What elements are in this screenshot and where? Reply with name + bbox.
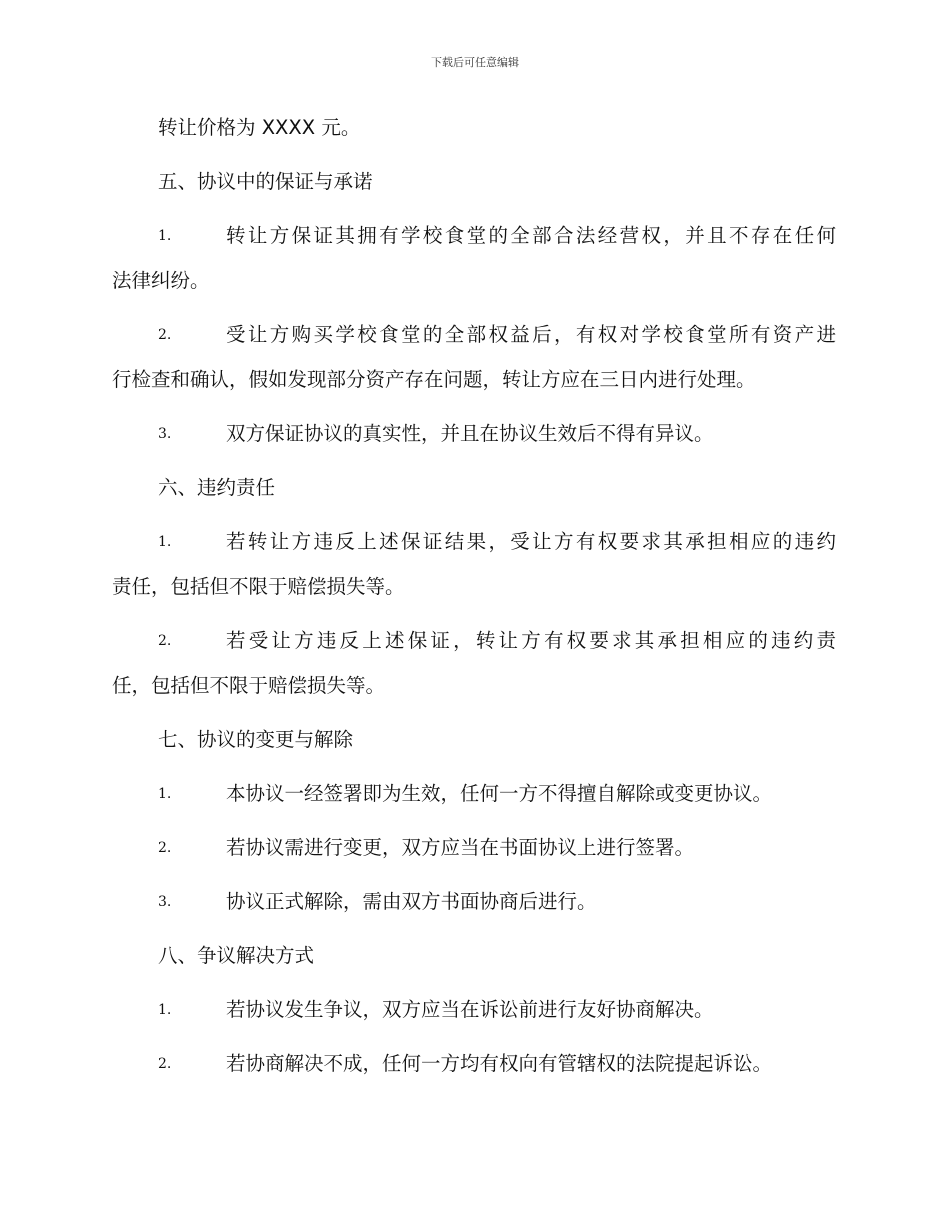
section-heading-text: 七、协议的变更与解除 <box>158 728 354 751</box>
paragraph <box>112 112 836 144</box>
section-heading-text: 八、争议解决方式 <box>158 944 315 967</box>
list-item-continuation: 任，包括但不限于赔偿损失等。 <box>112 674 386 697</box>
document-body <box>112 112 836 1102</box>
list-number: 1. <box>158 786 172 802</box>
section-heading <box>112 472 836 504</box>
section-heading <box>112 940 836 972</box>
list-number: 1. <box>158 1002 172 1018</box>
list-item <box>112 1048 836 1080</box>
list-item-text: 若受让方违反上述保证，转让方有权要求其承担相应的违约责 <box>226 629 836 652</box>
list-number: 1. <box>158 534 172 550</box>
paragraph-text: 转让价格为 XXXX 元。 <box>158 116 361 139</box>
list-item <box>112 778 836 810</box>
list-number: 1. <box>158 228 172 244</box>
list-item <box>112 526 836 603</box>
list-item <box>112 418 836 450</box>
list-item <box>112 220 836 297</box>
section-heading <box>112 724 836 756</box>
page-header: 下载后可任意编辑 <box>431 56 519 69</box>
section-heading-text: 五、协议中的保证与承诺 <box>158 170 373 193</box>
list-item-text: 双方保证协议的真实性，并且在协议生效后不得有异议。 <box>226 422 714 445</box>
list-item-text: 若协议需进行变更，双方应当在书面协议上进行签署。 <box>226 836 695 859</box>
list-item <box>112 832 836 864</box>
list-number: 2. <box>158 840 172 856</box>
list-item-text: 本协议一经签署即为生效，任何一方不得擅自解除或变更协议。 <box>226 782 773 805</box>
list-number: 2. <box>158 633 172 649</box>
list-item-continuation: 责任，包括但不限于赔偿损失等。 <box>112 575 405 598</box>
list-item <box>112 886 836 918</box>
list-item <box>112 319 836 396</box>
list-item-text: 转让方保证其拥有学校食堂的全部合法经营权，并且不存在任何 <box>226 224 836 247</box>
section-heading-text: 六、违约责任 <box>158 476 276 499</box>
list-item-continuation: 行检查和确认，假如发现部分资产存在问题，转让方应在三日内进行处理。 <box>112 368 756 391</box>
list-item <box>112 994 836 1026</box>
list-item-text: 若协议发生争议，双方应当在诉讼前进行友好协商解决。 <box>226 998 714 1021</box>
section-heading <box>112 166 836 198</box>
list-item-text: 若协商解决不成，任何一方均有权向有管辖权的法院提起诉讼。 <box>226 1052 773 1075</box>
list-number: 3. <box>158 894 172 910</box>
list-number: 3. <box>158 426 172 442</box>
list-item-text: 协议正式解除，需由双方书面协商后进行。 <box>226 890 597 913</box>
list-number: 2. <box>158 327 172 343</box>
list-item <box>112 625 836 702</box>
list-number: 2. <box>158 1056 172 1072</box>
list-item-text: 若转让方违反上述保证结果，受让方有权要求其承担相应的违约 <box>226 530 836 553</box>
list-item-text: 受让方购买学校食堂的全部权益后，有权对学校食堂所有资产进 <box>226 323 836 346</box>
list-item-continuation: 法律纠纷。 <box>112 269 210 292</box>
